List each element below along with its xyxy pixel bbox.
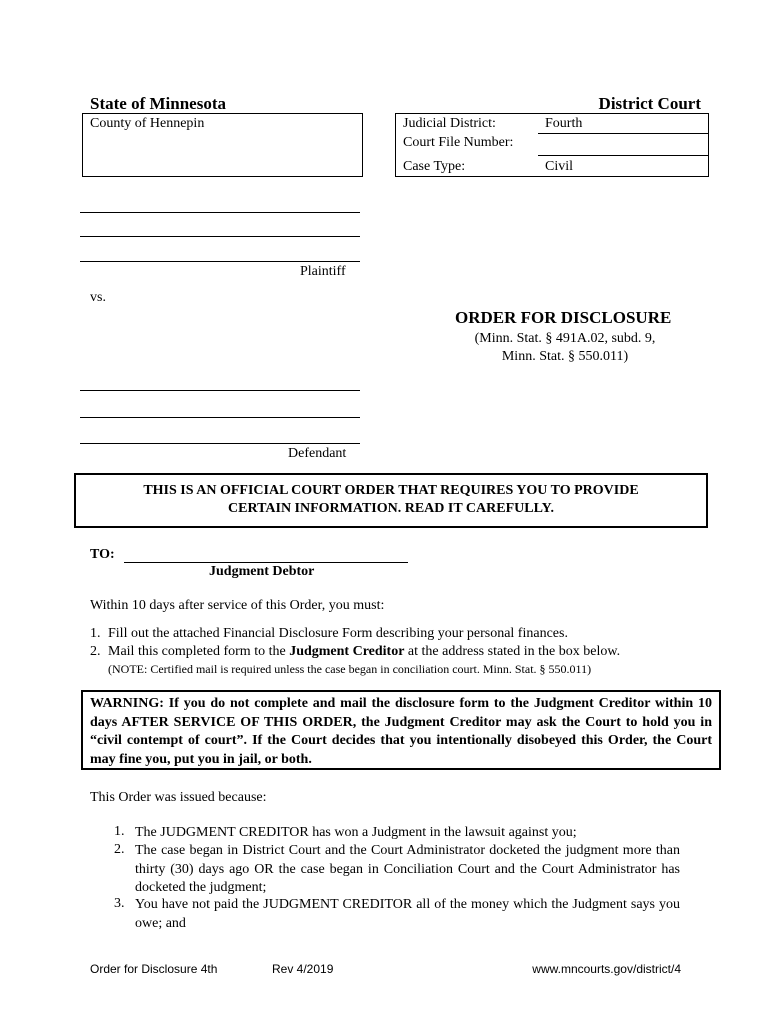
official-notice: [76, 482, 706, 518]
reason-3-number: 3.: [114, 896, 125, 911]
judicial-district-label: Judicial District:: [403, 116, 496, 131]
reason-1-text: The JUDGMENT CREDITOR has won a Judgment in the lawsuit against you;: [135, 825, 577, 840]
footer-revision: Rev 4/2019: [272, 962, 334, 976]
reason-2-number: 2.: [114, 842, 125, 857]
footer-form-name: Order for Disclosure 4th: [90, 962, 218, 976]
statute-line-1: (Minn. Stat. § 491A.02, subd. 9,: [474, 331, 656, 346]
statute-line-2: Minn. Stat. § 550.011): [501, 349, 629, 364]
defendant-line-3[interactable]: [80, 443, 360, 444]
county-name: County of Hennepin: [90, 116, 205, 131]
judicial-district-value: Fourth: [545, 116, 583, 131]
defendant-line-2[interactable]: [80, 417, 360, 418]
case-type-label: Case Type:: [403, 159, 466, 174]
judicial-district-line: [538, 133, 708, 134]
step-2-number: 2.: [90, 644, 101, 659]
step-1-number: 1.: [90, 626, 101, 641]
order-title: ORDER FOR DISCLOSURE: [455, 308, 672, 327]
to-label: TO:: [90, 547, 115, 562]
instructions-intro: Within 10 days after service of this Order, you must:: [90, 598, 385, 613]
state-heading: State of Minnesota: [90, 94, 226, 113]
judgment-creditor-emphasis: Judgment Creditor: [289, 644, 405, 659]
court-heading: District Court: [598, 94, 701, 113]
plaintiff-line-2[interactable]: [80, 236, 360, 237]
judgment-debtor-line[interactable]: [124, 562, 408, 563]
step-2-pre: Mail this completed form to the: [108, 644, 290, 659]
warning-body: : If you do not complete and mail the disclosure form to the Judgment Creditor within 10 days AFTER SERVICE OF THIS ORDER, the Judgment Creditor may ask the Court to hold you in “civil contempt of court”. If the Court decides that you intentionally disobeyed this Order, the Court may fine you, put you in jail, or both.: [90, 696, 712, 767]
official-notice-line-1: THIS IS AN OFFICIAL COURT ORDER THAT REQUIRES YOU TO PROVIDE: [143, 483, 639, 498]
plaintiff-line-1[interactable]: [80, 212, 360, 213]
plaintiff-line-3[interactable]: [80, 261, 360, 262]
warning-text: [90, 695, 712, 769]
reason-1-number: 1.: [114, 824, 125, 839]
step-1-text: Fill out the attached Financial Disclosure Form describing your personal finances.: [108, 626, 568, 641]
versus-label: vs.: [90, 290, 106, 305]
certified-mail-note: (NOTE: Certified mail is required unless the case began in conciliation court. Minn. Stat. § 550.011): [108, 662, 592, 676]
reason-2-text: The case began in District Court and the Court Administrator docketed the judgment more than thirty (30) days ago OR the case began in Conciliation Court and the Court Administrator has docketed the judgment;: [135, 843, 680, 895]
statute-citation: [440, 330, 690, 366]
court-file-number-line: [538, 155, 708, 156]
step-2-post: at the address stated in the box below.: [404, 644, 621, 659]
step-2-text: [108, 644, 620, 660]
reason-3-text: You have not paid the JUDGMENT CREDITOR all of the money which the Judgment says you owe; and: [135, 897, 680, 931]
court-file-number-label: Court File Number:: [403, 135, 514, 150]
official-notice-line-2: CERTAIN INFORMATION. READ IT CAREFULLY.: [228, 501, 554, 516]
warning-label: WARNING: [90, 696, 160, 711]
plaintiff-label: Plaintiff: [300, 264, 346, 279]
reasons-intro: This Order was issued because:: [90, 790, 267, 805]
defendant-label: Defendant: [288, 446, 347, 461]
judgment-debtor-label: Judgment Debtor: [209, 564, 315, 579]
defendant-line-1[interactable]: [80, 390, 360, 391]
case-type-value: Civil: [545, 159, 574, 174]
footer-website: www.mncourts.gov/district/4: [532, 962, 681, 976]
